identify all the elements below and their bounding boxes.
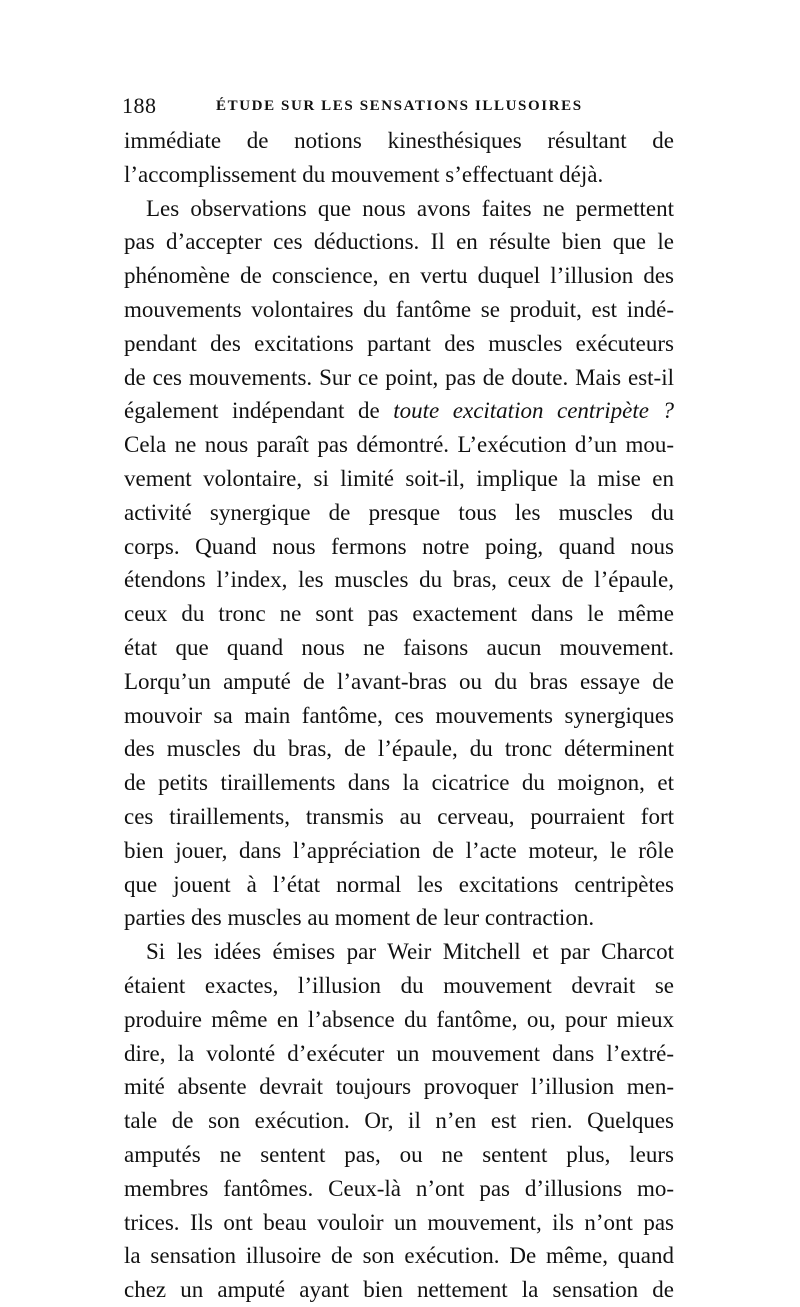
text-line: chez un amputé ayant bien nettement la sensation de: [124, 1277, 674, 1303]
text-line: que jouent à l’état normal les excitations centripètes: [124, 871, 674, 897]
text-line: immédiate de notions kinesthésiques résultant de: [124, 128, 674, 153]
text-line: ceux du tronc ne sont pas exactement dans le même: [124, 601, 674, 627]
text-line: ces tiraillements, transmis au cerveau, pourraient fort: [124, 803, 674, 829]
text-line: étendons l’index, les muscles du bras, ceux de l’épaule,: [124, 567, 674, 593]
running-title: ÉTUDE SUR LES SENSATIONS ILLUSOIRES: [216, 98, 583, 114]
text-line: amputés ne sentent pas, ou ne sentent plus, leurs: [124, 1141, 674, 1167]
text-line: pendant des excitations partant des muscles exécuteurs: [124, 330, 674, 356]
text-line: de ces mouvements. Sur ce point, pas de doute. Mais est-il: [124, 364, 674, 390]
text-line: [124, 394, 674, 428]
text-line: étaient exactes, l’illusion du mouvement devrait se: [124, 972, 674, 998]
text-line: activité synergique de presque tous les muscles du: [124, 499, 674, 525]
text-line: trices. Ils ont beau vouloir un mouvement, ils n’ont pas: [124, 1209, 674, 1235]
text-line: Si les idées émises par Weir Mitchell et par Charcot: [146, 939, 674, 965]
text-line: parties des muscles au moment de leur contraction.: [124, 905, 595, 931]
text-line: membres fantômes. Ceux-là n’ont pas d’illusions mo-: [124, 1175, 674, 1201]
text-line: tale de son exécution. Or, il n’en est rien. Quelques: [124, 1108, 674, 1134]
text-line: mité absente devrait toujours provoquer l’illusion men-: [124, 1074, 674, 1100]
text-line: bien jouer, dans l’appréciation de l’acte moteur, le rôle: [124, 837, 674, 863]
page-number: 188: [122, 93, 157, 118]
text-line: des muscles du bras, de l’épaule, du tronc déterminent: [124, 736, 674, 762]
text-line: Les observations que nous avons faites ne permettent: [146, 195, 674, 221]
text-line: phénomène de conscience, en vertu duquel l’illusion des: [124, 263, 674, 289]
text-line: mouvoir sa main fantôme, ces mouvements synergiques: [124, 702, 674, 728]
body-text: [124, 124, 674, 1307]
running-head: [122, 92, 674, 120]
text-line: Cela ne nous paraît pas démontré. L’exécution d’un mou-: [124, 432, 674, 458]
text-line: pas d’accepter ces déductions. Il en résulte bien que le: [124, 229, 674, 255]
text-line: état que quand nous ne faisons aucun mouvement.: [124, 634, 674, 660]
text-line: de petits tiraillements dans la cicatrice du moignon, et: [124, 770, 674, 796]
text-line: vement volontaire, si limité soit-il, implique la mise en: [124, 465, 674, 491]
text-line: l’accomplissement du mouvement s’effectuant déjà.: [124, 161, 604, 187]
text-line: Lorqu’un amputé de l’avant-bras ou du bras essaye de: [124, 668, 674, 694]
text-segment: également indépendant de: [124, 398, 394, 424]
text-line: produire même en l’absence du fantôme, ou, pour mieux: [124, 1006, 674, 1032]
text-line: corps. Quand nous fermons notre poing, quand nous: [124, 533, 674, 559]
text-line: la sensation illusoire de son exécution. De même, quand: [124, 1243, 674, 1269]
text-line: mouvements volontaires du fantôme se produit, est indé-: [124, 296, 674, 322]
italic-phrase: toute excitation centripète ?: [393, 398, 674, 424]
text-line: dire, la volonté d’exécuter un mouvement dans l’extré-: [124, 1040, 674, 1066]
